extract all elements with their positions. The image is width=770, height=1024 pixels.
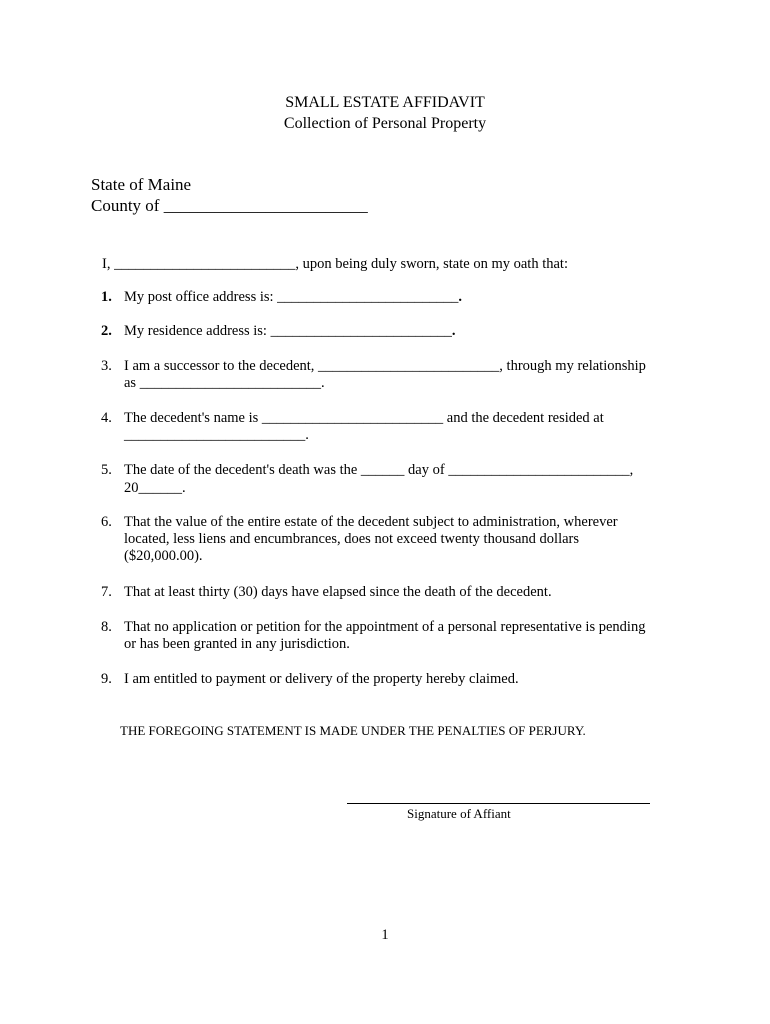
signature-label: Signature of Affiant	[407, 806, 511, 821]
item-suffix: .	[458, 289, 463, 305]
item-number: 5.	[101, 462, 112, 478]
page-number: 1	[381, 927, 389, 943]
item-line: My residence address is: _________________________	[124, 323, 452, 339]
item-number: 4.	[101, 410, 112, 426]
item-line: That no application or petition for the appointment of a personal representative is pending	[124, 619, 646, 635]
item-number: 3.	[101, 358, 112, 374]
item-text	[124, 289, 462, 306]
item-line: I am entitled to payment or delivery of the property hereby claimed.	[124, 671, 519, 687]
item-line: That at least thirty (30) days have elapsed since the death of the decedent.	[124, 584, 552, 600]
item-line: or has been granted in any jurisdiction.	[124, 636, 350, 652]
item-suffix: .	[451, 323, 456, 339]
signature-line	[347, 803, 650, 804]
item-number: 6.	[101, 514, 112, 530]
item-line: located, less liens and encumbrances, does not exceed twenty thousand dollars	[124, 531, 580, 547]
item-number: 8.	[101, 619, 112, 635]
state-line: State of Maine	[91, 175, 192, 194]
item-line: That the value of the entire estate of the decedent subject to administration, wherever	[124, 514, 618, 530]
item-line: ($20,000.00).	[124, 548, 203, 564]
item-number: 7.	[101, 584, 112, 600]
item-number: 2.	[101, 323, 112, 339]
intro-statement: I, _________________________, upon being duly sworn, state on my oath that:	[102, 256, 568, 272]
item-line: as _________________________.	[124, 375, 325, 391]
item-line: I am a successor to the decedent, _________________________, through my relationship	[124, 358, 646, 374]
perjury-statement: THE FOREGOING STATEMENT IS MADE UNDER THE PENALTIES OF PERJURY.	[120, 723, 586, 738]
document-subtitle: Collection of Personal Property	[283, 115, 487, 132]
county-line: County of ________________________	[91, 196, 368, 215]
item-line: My post office address is: _________________________	[124, 289, 459, 305]
document-title: SMALL ESTATE AFFIDAVIT	[285, 94, 485, 111]
item-number: 1.	[101, 289, 112, 305]
item-line: 20______.	[124, 480, 186, 496]
item-line: The decedent's name is _________________________ and the decedent resided at	[124, 410, 604, 426]
item-text	[124, 323, 455, 340]
item-number: 9.	[101, 671, 112, 687]
item-line: _________________________.	[124, 427, 309, 443]
item-line: The date of the decedent's death was the ______ day of _________________________,	[124, 462, 634, 478]
